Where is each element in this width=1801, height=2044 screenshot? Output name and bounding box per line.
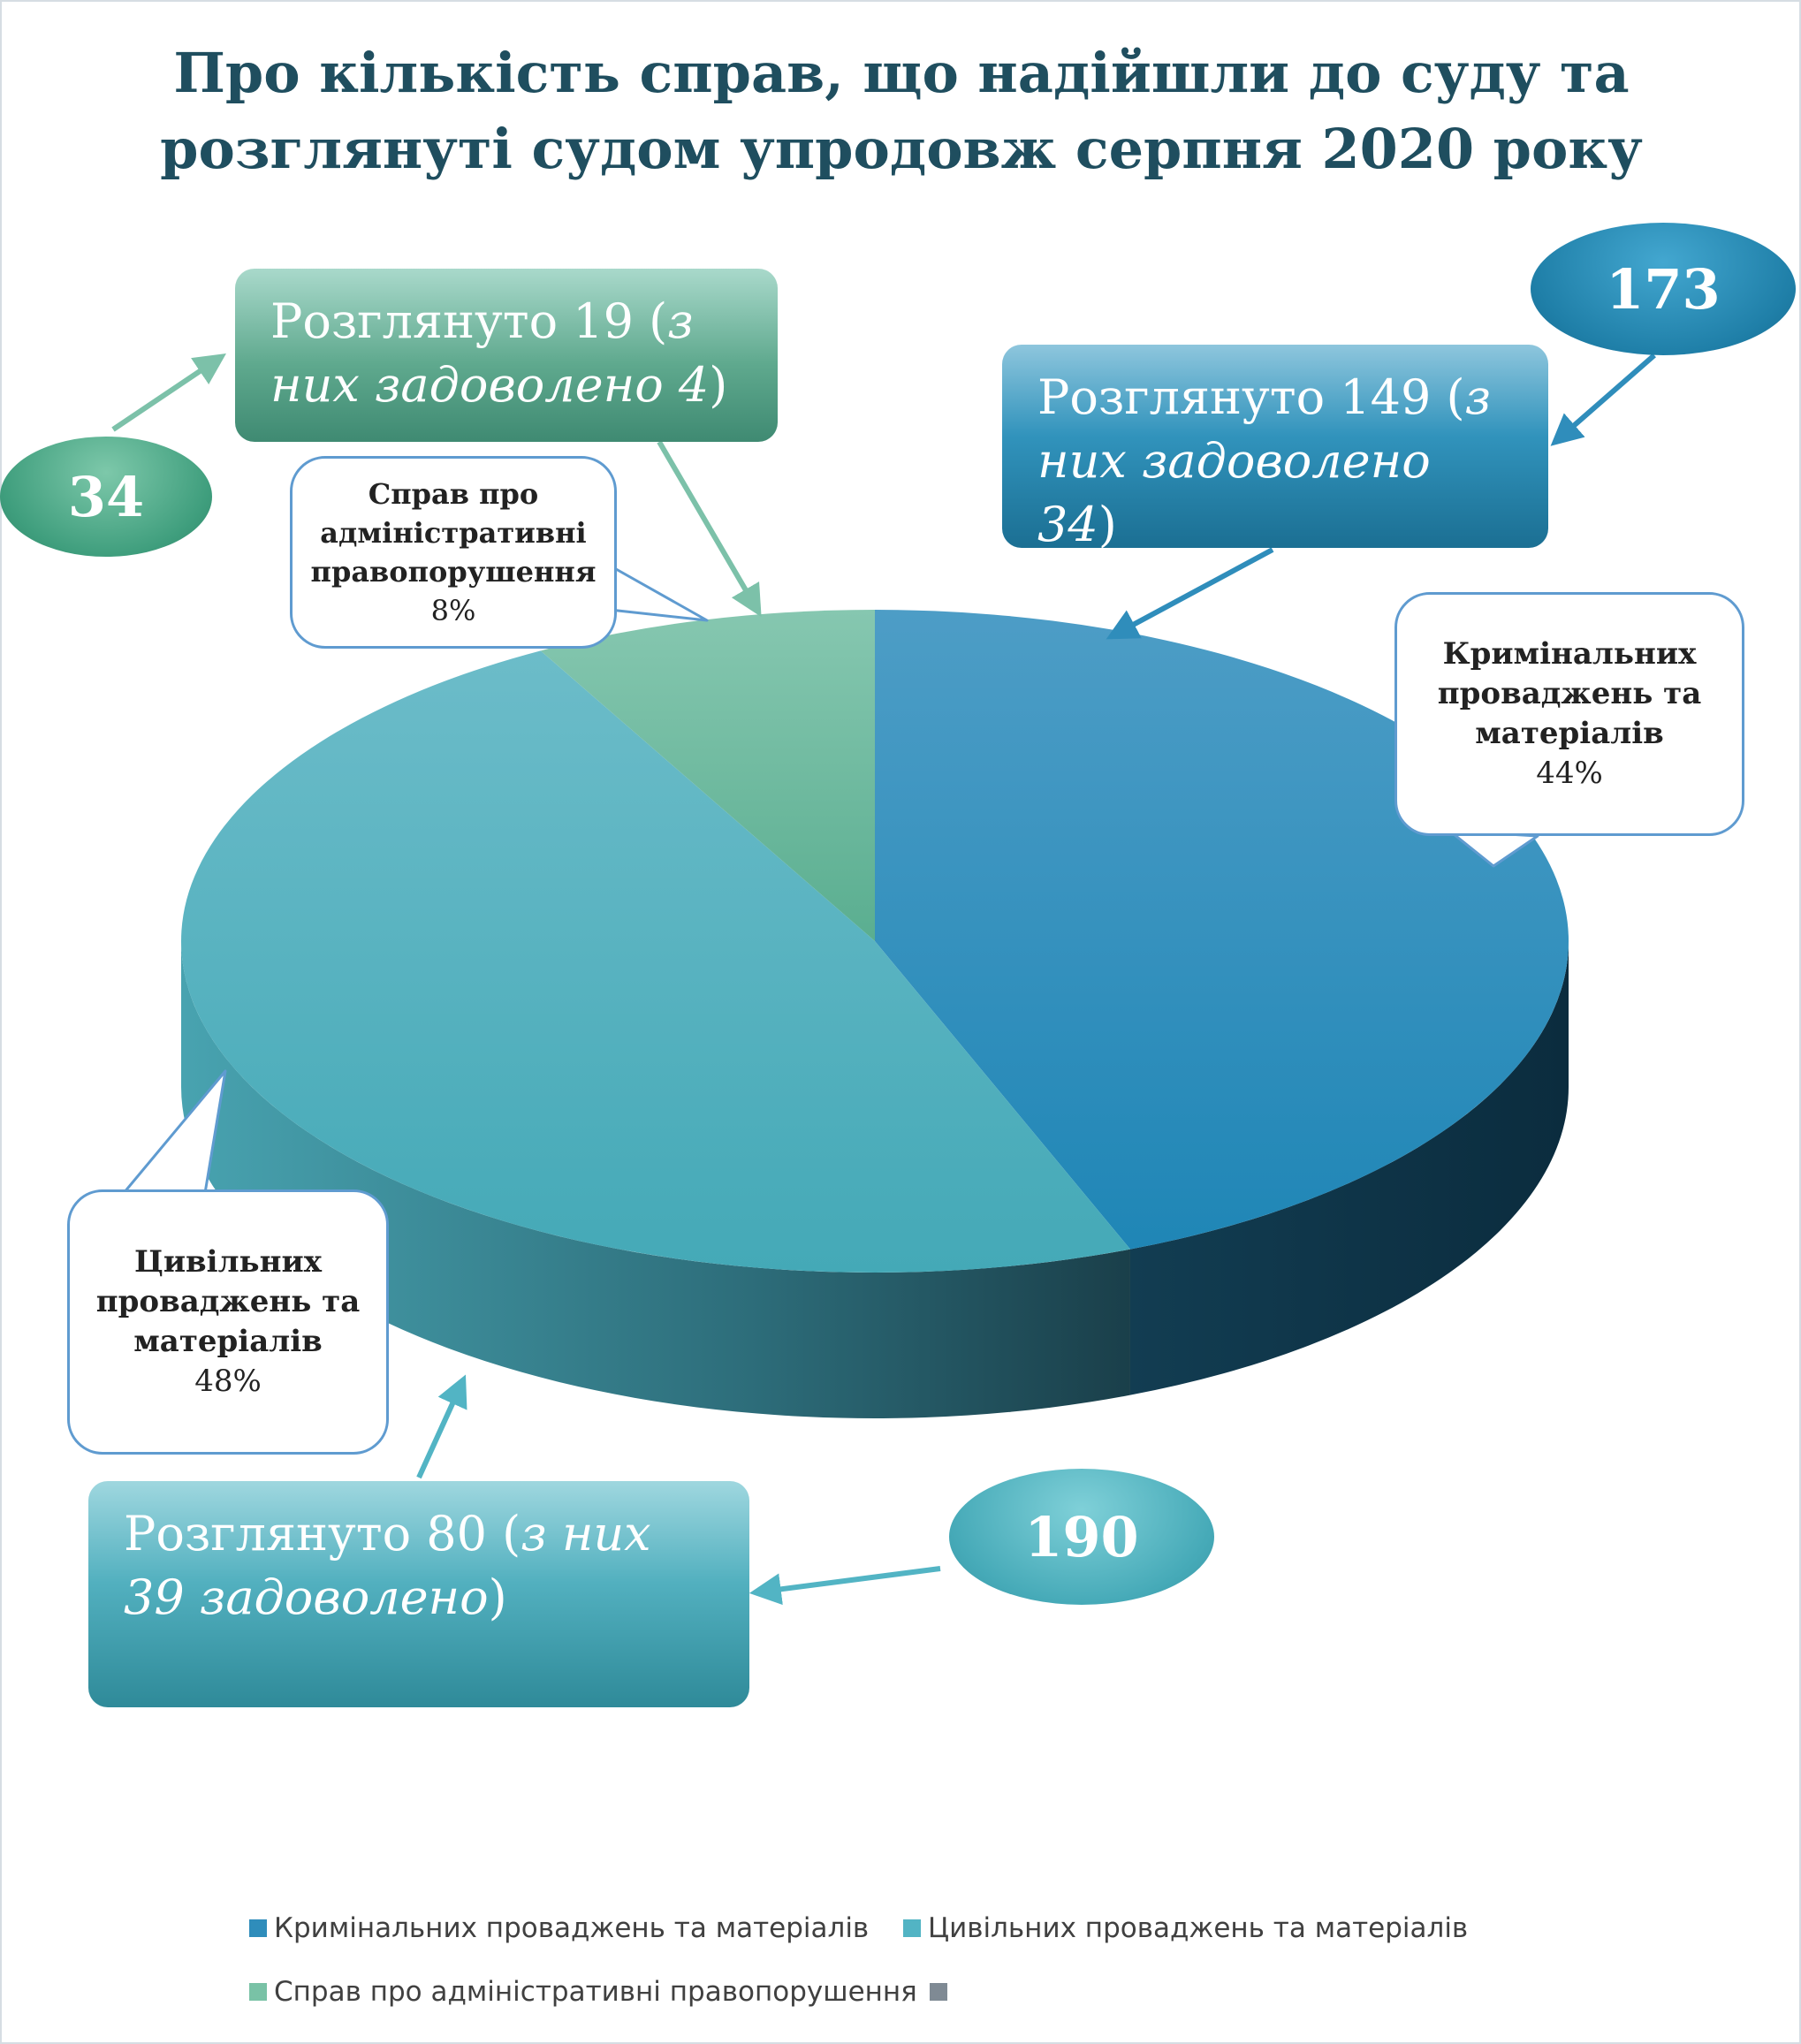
data-label-civil: [67, 1189, 389, 1455]
data-label-criminal-percent: 44%: [1536, 756, 1603, 791]
legend-item-civil: [903, 1912, 1468, 1944]
reviewed-box-administrative: Розглянуто 19 (з них задоволено 4): [235, 269, 778, 442]
data-label-criminal-name: Кримінальних проваджень та матеріалів: [1437, 636, 1702, 751]
arrow-criminal-received: [1555, 355, 1654, 442]
data-label-administrative: [290, 456, 617, 649]
legend-item-criminal: [249, 1912, 869, 1944]
data-label-civil-name: Цивільних проваджень та матеріалів: [95, 1244, 361, 1359]
legend-item-administrative: [249, 1976, 954, 2008]
legend-swatch-empty: [930, 1983, 947, 2001]
legend-swatch-criminal: [249, 1919, 267, 1937]
received-count-criminal: 173: [1531, 223, 1796, 355]
arrow-adm-reviewed: [659, 442, 758, 612]
data-label-administrative-percent: 8%: [430, 594, 476, 627]
legend-label-administrative: Справ про адміністративні правопорушення: [274, 1976, 917, 2008]
legend-swatch-administrative: [249, 1983, 267, 2001]
arrow-adm-received: [113, 357, 221, 429]
data-label-civil-percent: 48%: [194, 1364, 262, 1399]
data-label-criminal: [1394, 592, 1744, 836]
legend-label-criminal: Кримінальних проваджень та матеріалів: [274, 1912, 870, 1944]
legend-swatch-civil: [903, 1919, 921, 1937]
received-count-civil: 190: [949, 1469, 1214, 1605]
callout-tail-administrative: [610, 566, 707, 620]
arrow-civil-received: [756, 1569, 940, 1592]
received-count-administrative: 34: [0, 437, 212, 557]
arrow-civil-reviewed: [419, 1380, 463, 1478]
data-label-administrative-name: Справ про адміністративні правопорушення: [310, 477, 597, 589]
arrow-criminal-reviewed: [1112, 550, 1273, 636]
pie-tops: [181, 610, 1569, 1273]
reviewed-box-civil: Розглянуто 80 (з них 39 задоволено): [88, 1481, 749, 1707]
reviewed-box-criminal: Розглянуто 149 (з них задоволено 34): [1002, 345, 1548, 548]
chart-title: Про кількість справ, що надійшли до суду та розглянуті судом упродовж серпня 2020 року: [160, 41, 1643, 181]
legend-label-civil: Цивільних проваджень та матеріалів: [928, 1912, 1469, 1944]
